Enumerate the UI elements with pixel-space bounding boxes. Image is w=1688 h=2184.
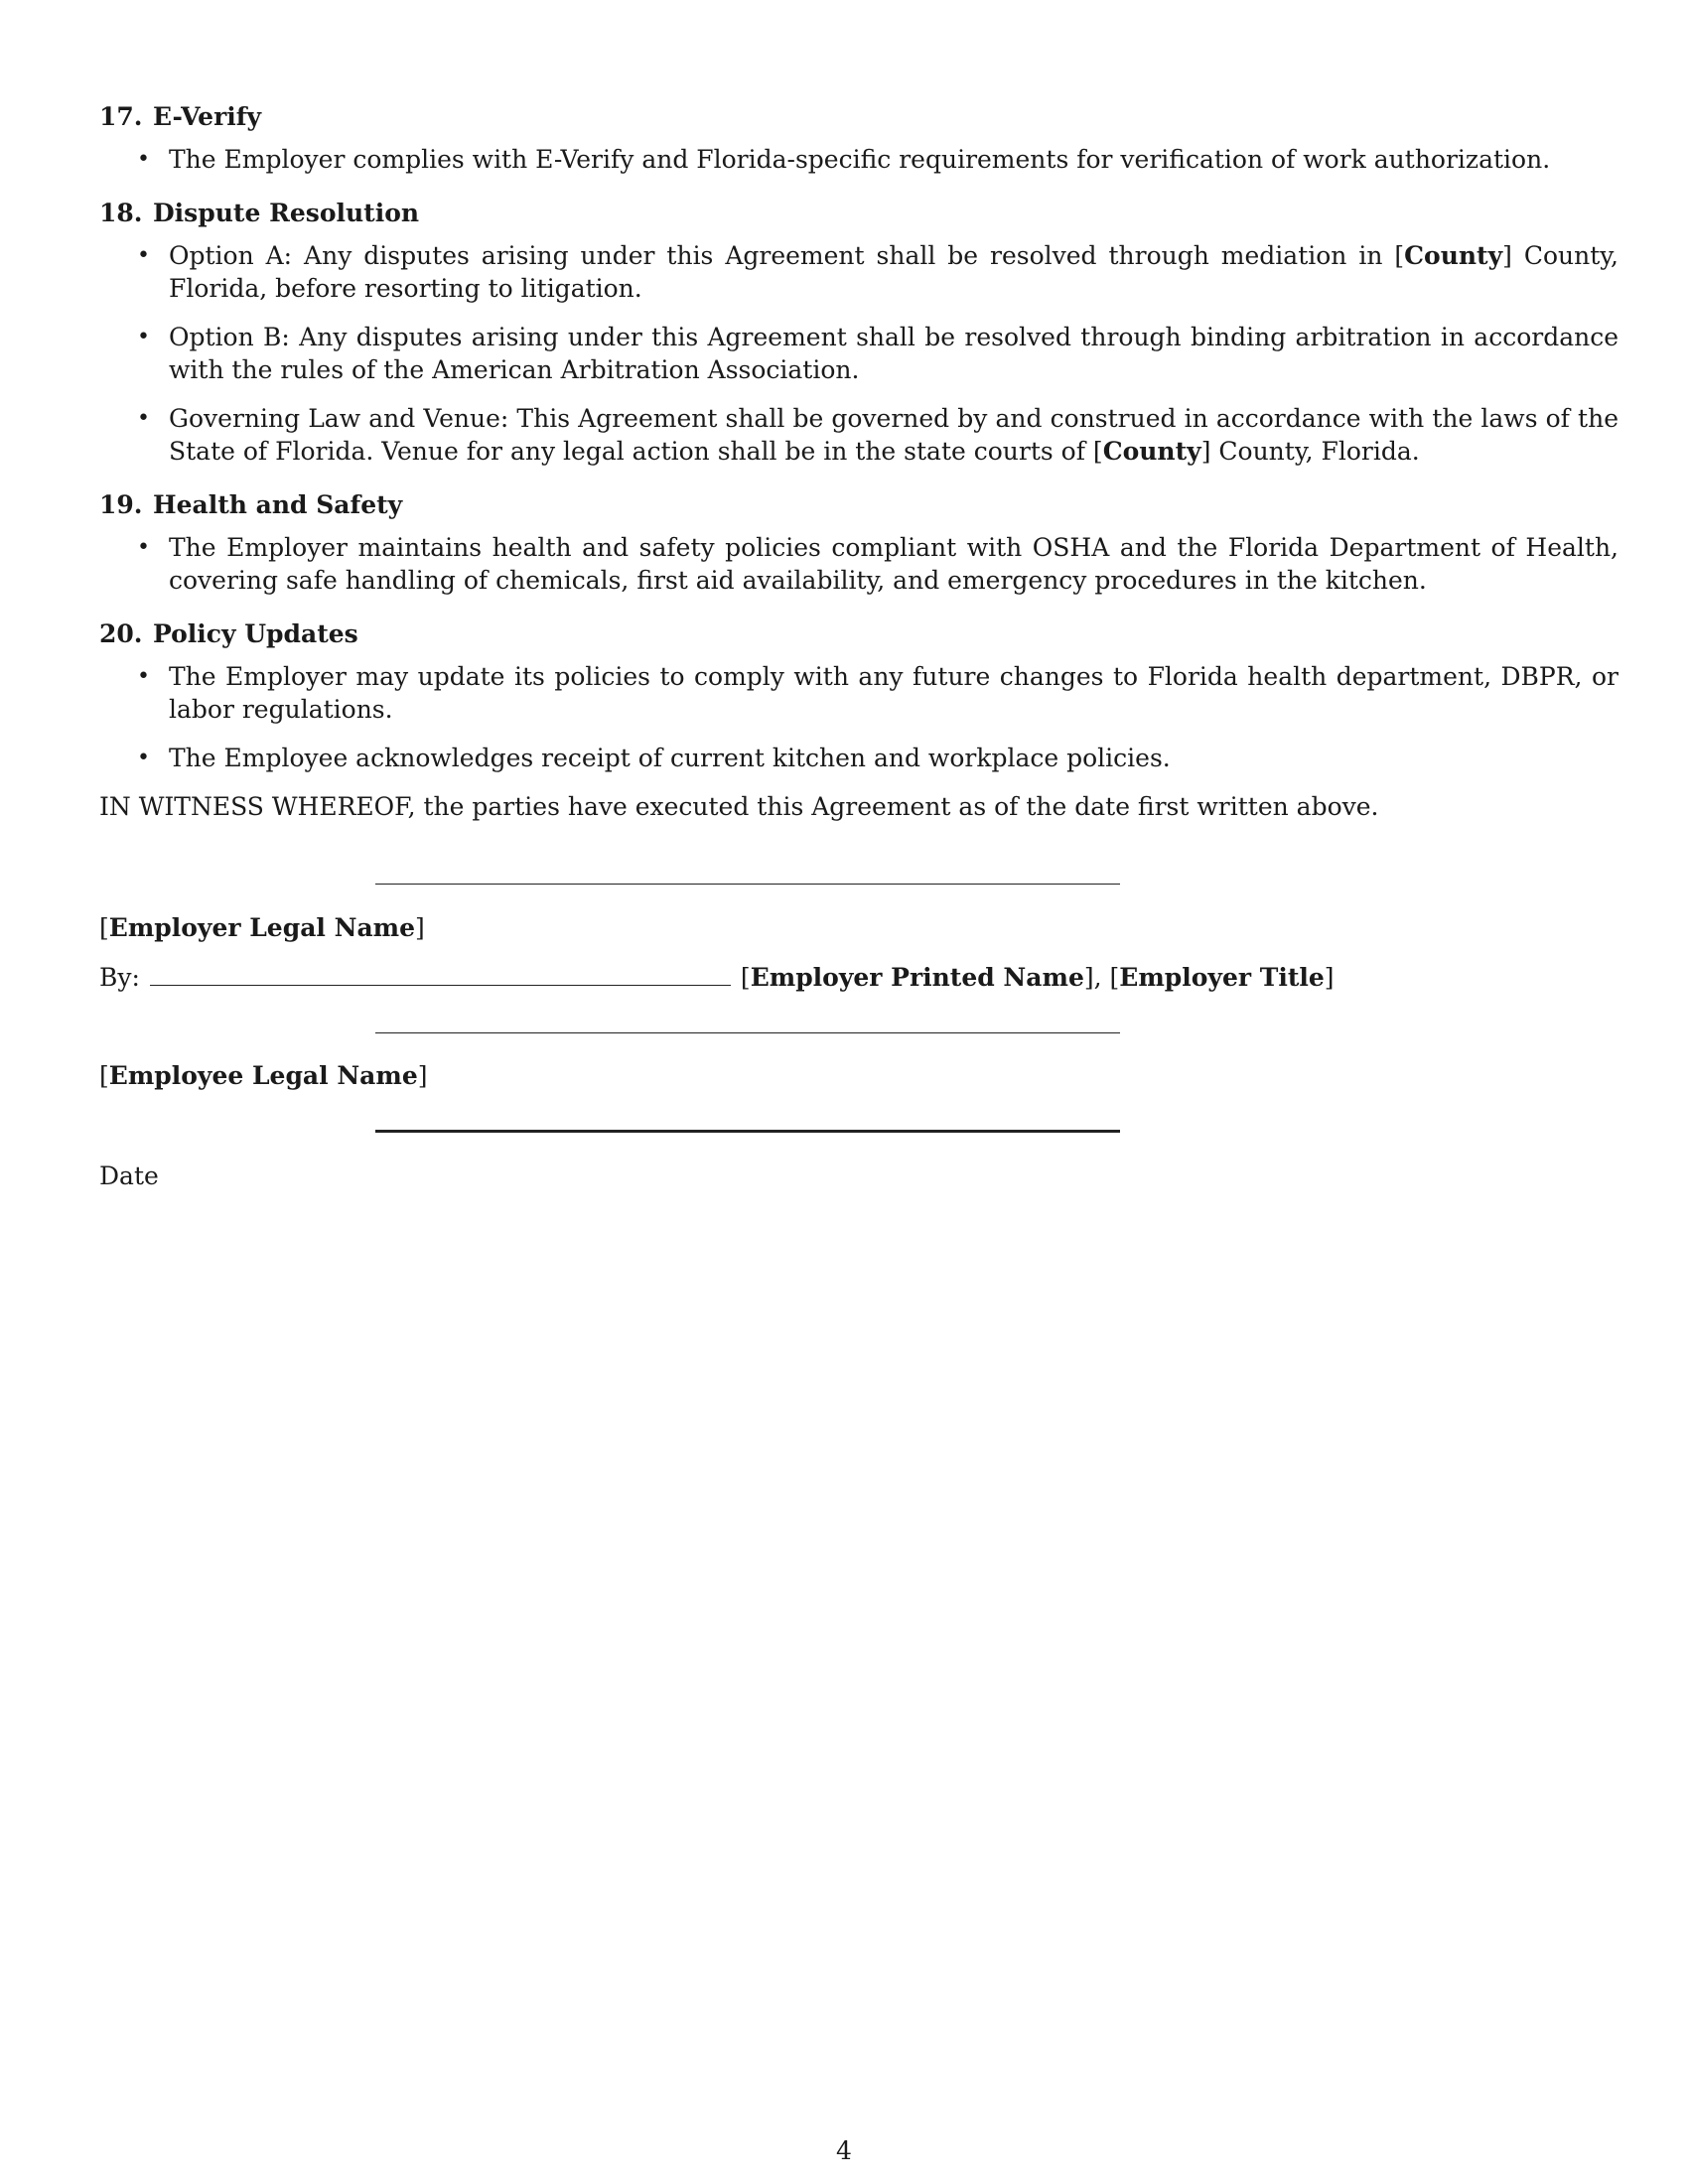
list-item	[99, 531, 1618, 597]
item-text-pre: Option A: Any disputes arising under this Agreement shall be resolved through mediation in [	[169, 241, 1405, 270]
section-heading	[99, 192, 1589, 235]
date-label: Date	[99, 1161, 159, 1190]
employer-signature-line	[375, 884, 1120, 885]
witness-statement: IN WITNESS WHEREOF, the parties have executed this Agreement as of the date first written above.	[99, 792, 1379, 821]
item-text-pre: The Employer maintains health and safety policies compliant with OSHA and the Florida Department of Health, covering safe handling of chemicals, first aid availability, and emergency procedures in the kitchen.	[169, 533, 1618, 595]
item-text-pre: The Employer complies with E-Verify and Florida-specific requirements for verification of work authorization.	[169, 145, 1551, 174]
item-text-pre: The Employer may update its policies to comply with any future changes to Florida health department, DBPR, or labor regulations.	[169, 662, 1618, 724]
employer-legal-name: [Employer Legal Name]	[99, 913, 425, 942]
by-signature-blank	[150, 963, 731, 986]
section-number: 18.	[99, 199, 143, 227]
section-title: E-Verify	[153, 102, 262, 131]
section-heading	[99, 483, 1589, 527]
section-title: Dispute Resolution	[153, 199, 420, 227]
list-item	[99, 321, 1618, 386]
document-page	[99, 95, 1618, 823]
list-item	[99, 402, 1618, 468]
section-heading	[99, 95, 1589, 139]
item-text-bold: County	[1404, 241, 1503, 270]
item-text-post: ] County, Florida, before resorting to litigation.	[169, 241, 1618, 303]
sections-container	[99, 95, 1618, 774]
employee-signature-line	[375, 1032, 1120, 1033]
date-line	[375, 1130, 1120, 1133]
list-item	[99, 239, 1618, 305]
list-item	[99, 660, 1618, 726]
page-number: 4	[836, 2136, 852, 2165]
employer-title: Employer Title	[1119, 963, 1325, 992]
list-item	[99, 742, 1618, 774]
item-text-pre: Option B: Any disputes arising under this Agreement shall be resolved through binding arbitration in accordance with the rules of the American Arbitration Association.	[169, 323, 1618, 384]
item-text-bold: County	[1102, 437, 1201, 466]
section-list	[99, 143, 1589, 176]
item-text-post: ] County, Florida.	[1200, 437, 1420, 466]
section-list	[99, 239, 1618, 468]
employer-by-line: By: [Employer Printed Name], [Employer Title]	[99, 963, 1335, 992]
section-number: 19.	[99, 490, 143, 519]
employee-legal-name: [Employee Legal Name]	[99, 1061, 428, 1090]
section-title: Health and Safety	[153, 490, 403, 519]
item-text-pre: Governing Law and Venue: This Agreement shall be governed by and construed in accordance with the laws of the State of Florida. Venue for any legal action shall be in the state courts of [	[169, 404, 1618, 466]
employer-printed-name: Employer Printed Name	[750, 963, 1084, 992]
section-list	[99, 531, 1618, 597]
item-text-pre: The Employee acknowledges receipt of current kitchen and workplace policies.	[169, 744, 1171, 772]
section-list	[99, 660, 1618, 774]
section-number: 20.	[99, 619, 143, 648]
section-number: 17.	[99, 102, 143, 131]
section-heading	[99, 613, 1589, 656]
list-item	[99, 143, 1618, 176]
section-title: Policy Updates	[153, 619, 358, 648]
by-label: By:	[99, 963, 140, 992]
